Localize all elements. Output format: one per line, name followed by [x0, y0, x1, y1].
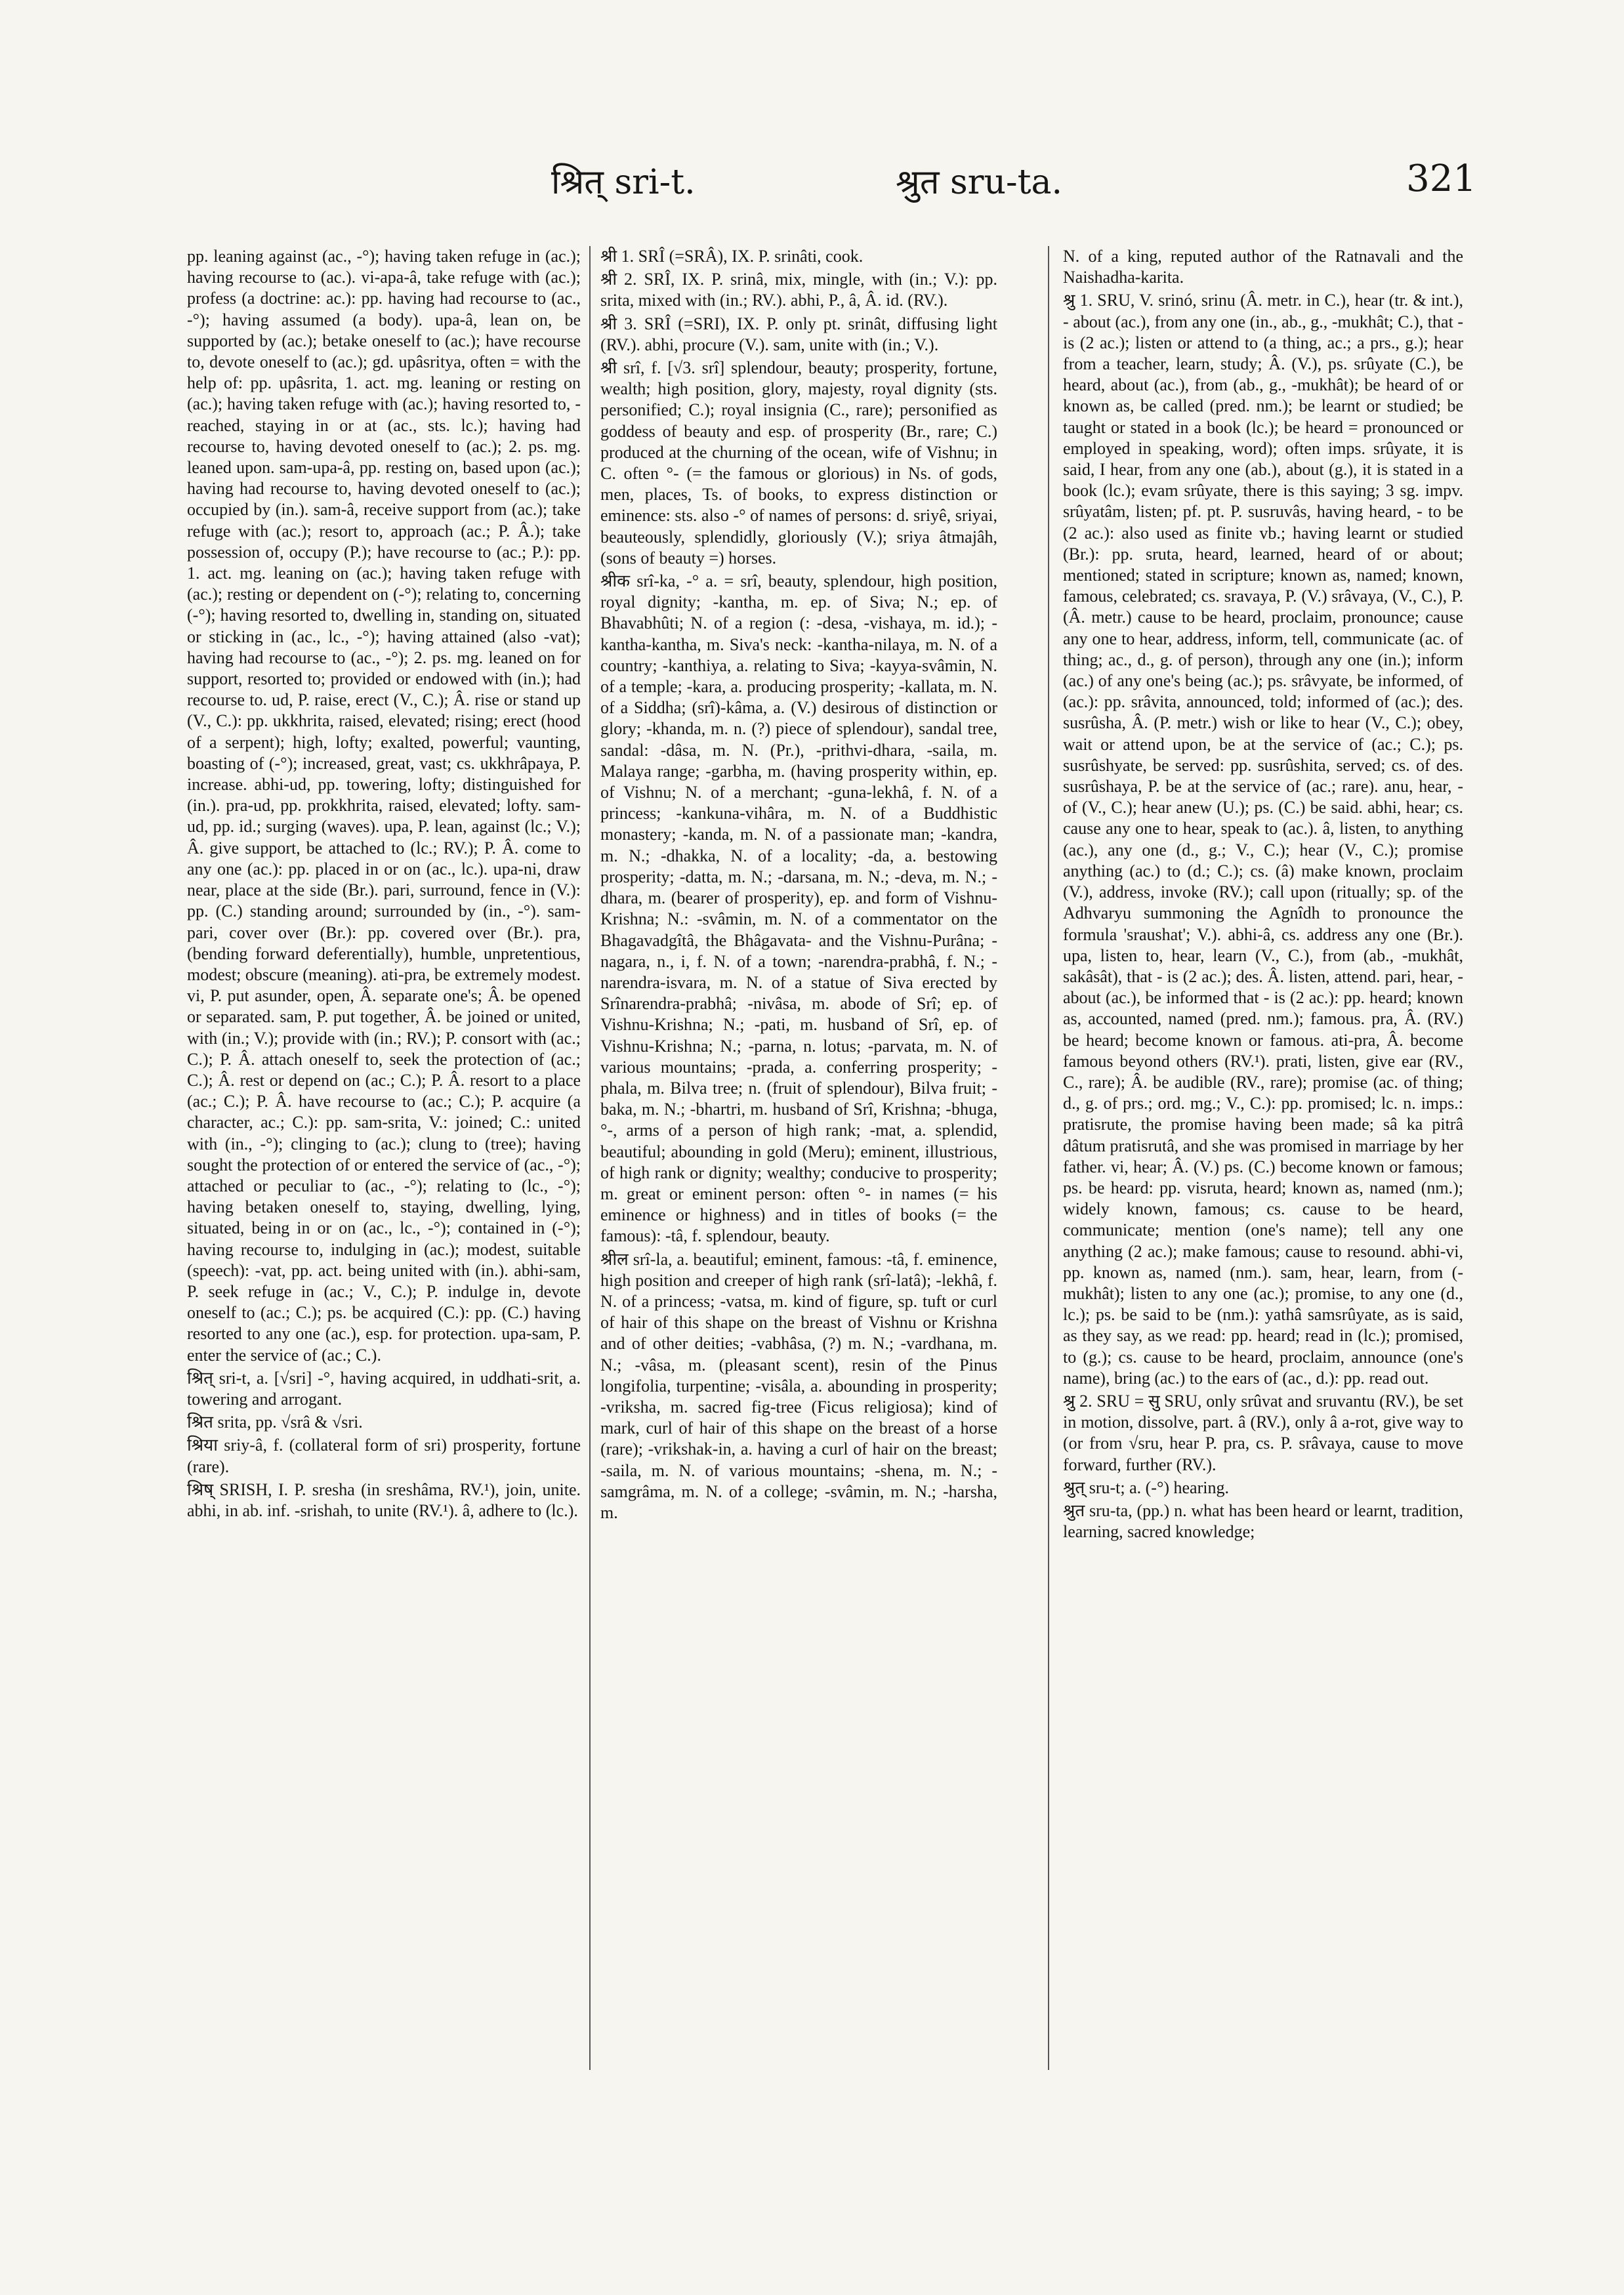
entry-text: श्रित् sri-t, a. [√sri] -°, having acquired, in uddhati-srit, a. towering and arrogant.: [187, 1368, 581, 1409]
entry-text: श्री 2. SRÎ, IX. P. srinâ, mix, mingle, with (in.; V.): pp. srita, mixed with (in.; RV.). abhi, P., â, Â. id. (RV.).: [600, 270, 997, 310]
entry-text: श्रुत् sru-t; a. (-°) hearing.: [1063, 1478, 1229, 1497]
entry-text: N. of a king, reputed author of the Ratnavali and the Naishadha-karita.: [1063, 247, 1463, 287]
entry-text: pp. leaning against (ac., -°); having taken refuge in (ac.); having recourse to (ac.). vi-apa-â, take refuge with (ac.); profess (a doctrine: ac.): pp. having had recourse to (ac., -°); having assumed (a body). upa-â, lean on, be supported by (ac.); betake oneself to (ac.); have recourse to, devote oneself to (ac.); gd. upâsritya, often = with the help of: pp. upâsrita, 1. act. mg. leaning or resting on (ac.); having taken refuge with (ac.); having resorted to, - reached, staying in or at (ac., sts. lc.); having had recourse to, having devoted oneself to (ac.); 2. ps. mg. leaned upon. sam-upa-â, pp. resting on, based upon (ac.); having had recourse to, having devoted oneself to (ac.); occupied by (in.). sam-â, receive support from (ac.); take refuge with (ac.); resort to, approach (ac.; P. Â.); take possession of, occupy (P.); have recourse to (ac.; P.): pp. 1. act. mg. leaning on (ac.); having taken refuge with (ac.); resting or dependent on (-°); relating to, concerning (-°); having resorted to, dwelling in, standing on, situated or sticking in (ac., lc., -°); having attained (also -vat); having had recourse to (ac., -°); 2. ps. mg. leaned on for support, resorted to; provided or endowed with (in.); had recourse to. ud, P. raise, erect (V., C.); Â. rise or stand up (V., C.): pp. ukkhrita, raised, elevated; rising; erect (hood of a serpent); high, lofty; exalted, powerful; vaunting, boasting of (-°); increased, great, vast; cs. ukkhrâpaya, P. increase. abhi-ud, pp. towering, lofty; distinguished for (in.). pra-ud, pp. prokkhrita, raised, elevated; lofty. sam-ud, pp. id.; surging (waves). upa, P. lean, against (lc.; V.); Â. give support, be attached to (lc.; RV.); P. Â. come to any one (ac.): pp. placed in or on (ac., lc.). upa-ni, draw near, place at the side (Br.). pari, surround, fence in (V.): pp. (C.) standing around; surrounded by (in., -°). sam-pari, cover over (Br.): pp. covered over (Br.). pra, (bending forward deferentially), humble, unpretentious, modest; obscure (meaning). ati-pra, be extremely modest. vi, P. put asunder, open, Â. separate one's; Â. be opened or separated. sam, P. put together, Â. be joined or united, with (in.; V.); provide with (in.; RV.); P. consort with (ac.; C.); P. Â. attach oneself to, seek the protection of (ac.; C.); Â. rest or depend on (ac.; C.); P. Â. resort to a place (ac.; C.); P. Â. have recourse to (ac.; C.); P. acquire (a character, ac.; C.): pp. sam-srita, V.: joined; C.: united with (in., -°); clinging to (ac.); clung to (tree); having sought the protection of or entered the service of (ac., -°); attached or peculiar to (ac., -°); relating to (lc., -°); having betaken oneself to, staying, dwelling, lying, situated, being in or on (ac., lc., -°); contained in (-°); having recourse to, indulging in (ac.); modest, suitable (speech): -vat, pp. act. being united with (in.). abhi-sam, P. seek refuge in (ac.; V., C.); P. indulge in, devote oneself to (ac.; C.); ps. be acquired (C.): pp. (C.) having resorted to any one (ac.), esp. for protection. upa-sam, P. enter the service of (ac.; C.).: [187, 247, 581, 1365]
page-number: 321: [1406, 157, 1476, 200]
entry-text: श्री 1. SRÎ (=SRÂ), IX. P. srinâti, cook.: [600, 247, 864, 266]
column-2: [600, 246, 997, 1525]
entry-text: श्रील srî-la, a. beautiful; eminent, famous: -tâ, f. eminence, high position and creeper of high rank (srî-latâ); -lekhâ, f. N. of a princess; -vatsa, m. kind of figure, sp. tuft or curl of hair of this shape on the breast of Vishnu or Krishna and of other deities; -vabhâsa, (?) m. N.; -vardhana, m. N.; -vâsa, m. (pleasant scent), resin of the Pinus longifolia, turpentine; -visâla, a. abounding in prosperity; -vriksha, m. sacred fig-tree (Ficus religiosa); kind of mark, curl of hair of this shape on the breast of a horse (rare); -vrikshak-in, a. having a curl of hair on the breast; -saila, m. N. of various mountains; -shena, m. N.; -samgrâma, m. N. of a college; -svâmin, m. N.; -harsha, m.: [600, 1249, 997, 1522]
column-1: [187, 246, 581, 1523]
entry-text: श्रु 1. SRU, V. srinó, srinu (Â. metr. in C.), hear (tr. & int.), - about (ac.), from any one (in., ab., g., -mukhât; C.), that - is (2 ac.); listen or attend to (a thing, ac.; a prs., g.); hear from a teacher, learn, study; Â. (V.), ps. srûyate (C.), be heard, about (ac.), from (ab., g., -mukhât); be heard of or known as, be called (pred. nm.); be learnt or studied; be taught or stated in a book (lc.); be heard = pronounced or employed in speaking, word); often imps. srûyate, it is said, I hear, from any one (ab.), about (g.), it is stated in a book (lc.); evam srûyate, there is this saying; 3 sg. impv. srûyatâm, listen; pf. pt. P. susruvâs, having heard, - to be (2 ac.): also used as finite vb.; having learnt or studied (Br.): pp. sruta, heard, learned, heard of or about; mentioned; stated in scripture; known as, named; known, famous, celebrated; cs. sravaya, P. (V.) srâvaya, (V., C.), P. (Â. metr.) cause to be heard, proclaim, pronounce; cause any one to hear, address, inform, tell, communicate (ac. of thing; ac., d., g. of person), through any one (in.); inform (ac.) of any one's being (ac.); ps. srâvyate, be informed, of (ac.): pp. srâvita, announced, told; informed of (ac.); des. susrûsha, Â. (P. metr.) wish or like to hear (V., C.); obey, wait or attend upon, be at the service of (ac.; C.); ps. susrûshyate, be served: pp. susrûshita, served; cs. of des. susrûshaya, P. be at the service of (ac.; rare). anu, hear, - of (V., C.); hear anew (U.); ps. (C.) be said. abhi, hear; cs. cause any one to hear, speak to (ac.). â, listen, to anything (ac.), any one (d., g.; V., C.); hear (V., C.); promise anything (ac.) to (d.; C.); cs. (â) make known, proclaim (V.), address, invoke (RV.); call upon (ritually; sp. of the Adhvaryu summoning the Agnîdh to pronounce the formula 'sraushat'; V.). abhi-â, cs. address any one (Br.). upa, listen to, hear, learn (V., C.), from (ab., -mukhât, sakâsât), that - is (2 ac.); des. Â. listen, attend. pari, hear, - about (ac.), be informed that - is (2 ac.): pp. heard; known as, accounted, named (pred. nm.); famous. pra, Â. (RV.) be heard; become known or famous. ati-pra, Â. become famous beyond others (RV.¹). prati, listen, give ear (RV., C., rare); Â. be audible (RV., rare); promise (ac. of thing; d., g. of prs.; ord. mg.; V., C.): pp. promised; lc. n. imps.: pratisrute, the promise having been made; sâ ka pitrâ dâtum pratisrutâ, and she was promised in marriage by her father. vi, hear; Â. (V.) ps. (C.) become known or famous; ps. be heard: pp. visruta, heard; known as, named (nm.); widely known, famous; cs. cause to be heard, communicate; mention (one's name); tell any one anything (2 ac.); make famous; cause to resound. abhi-vi, pp. known as, named (nm.). sam, hear, learn, from (-mukhât); listen to any one (ac.); promise, to any one (d., lc.); ps. be said to be (nm.): yathâ samsrûyate, as is said, as they say, as we read: pp. heard; read in (lc.); promised, to (g.); cs. cause to be heard, proclaim, announce (one's name), bring (ac.) to the ears of (ac., d.): pp. read out.: [1063, 291, 1463, 1388]
header-left-guideword: श्रित् sri-t.: [551, 163, 696, 202]
entry-text: श्रु 2. SRU = सु SRU, only srûvat and sruvantu (RV.), be set in motion, dissolve, part. â (RV.), only â a-rot, give way to (or from √sru, hear P. pra, cs. P. srâvaya, cause to move forward, further (RV.).: [1063, 1391, 1463, 1474]
column-divider-2: [1048, 246, 1049, 2070]
header-center-guideword: श्रुत sru-ta.: [896, 163, 1063, 202]
entry-text: श्रुत sru-ta, (pp.) n. what has been heard or learnt, tradition, learning, sacred knowledge;: [1063, 1500, 1463, 1542]
entry-text: श्री 3. SRÎ (=SRI), IX. P. only pt. srinât, diffusing light (RV.). abhi, procure (V.). sam, unite with (in.; V.).: [600, 314, 997, 354]
column-divider-1: [589, 246, 591, 2070]
page-header: [184, 157, 1476, 217]
entry-text: श्रिष् SRISH, I. P. sresha (in sreshâma, RV.¹), join, unite. abhi, in ab. inf. -srishah, to unite (RV.¹). â, adhere to (lc.).: [187, 1479, 581, 1520]
column-3: [1063, 246, 1463, 1544]
entry-text: श्रीक srî-ka, -° a. = srî, beauty, splendour, high position, royal dignity; -kantha, m. ep. of Siva; N.; ep. of Bhavabhûti; N. of a region (: -desa, -vishaya, m. id.); -kantha-kantha, m. Siva's neck: -kantha-nilaya, m. N. of a country; -kanthiya, a. relating to Siva; -kayya-svâmin, N. of a temple; -kara, a. producing prosperity; -kallata, m. N. of a Siddha; (srî)-kâma, a. (V.) desirous of distinction or glory; -khanda, m. n. (?) piece of splendour), sandal tree, sandal: -dâsa, m. N. (Pr.), -prithvi-dhara, -saila, m. Malaya range; -garbha, m. (having prosperity within, ep. of Vishnu; N. of a merchant; -guna-lekhâ, f. N. of a princess; -kankuna-vihâra, m. N. of a Buddhistic monastery; -kanda, m. N. of a passionate man; -kandra, m. N.; -dhakka, N. of a locality; -da, a. bestowing prosperity; -datta, m. N.; -darsana, m. N.; -deva, m. N.; -dhara, m. (bearer of prosperity), ep. and form of Vishnu-Krishna; N.: -svâmin, m. N. of a commentator on the Bhagavadgîtâ, the Bhâgavata- and the Vishnu-Purâna; -nagara, n., i, f. N. of a town; -narendra-prabhâ, f. N.; -narendra-isvara, m. N. of a statue of Siva erected by Srînarendra-prabhâ; -nivâsa, m. abode of Srî; ep. of Vishnu-Krishna; N.; -pati, m. husband of Srî, ep. of Vishnu-Krishna; N.; -parna, n. lotus; -parvata, m. N. of various mountains; -prada, a. conferring prosperity; -phala, m. Bilva tree; n. (fruit of splendour), Bilva fruit; -baka, m. N.; -bhartri, m. husband of Srî, Krishna; -bhuga, °-, arms of a person of high rank; -mat, a. splendid, beautiful; abounding in gold (Meru); eminent, illustrious, of high rank or dignity; wealthy; conducive to prosperity; m. great or eminent person: often °- in names (= his eminence or highness) and in titles of books (= the famous): -tâ, f. splendour, beauty.: [600, 571, 997, 1246]
entry-text: श्री srî, f. [√3. srî] splendour, beauty; prosperity, fortune, wealth; high position, glory, majesty, royal dignity (sts. personified; C.); royal insignia (C., rare); personified as goddess of beauty and esp. of prosperity (Br., rare; C.) produced at the churning of the ocean, wife of Vishnu; in C. often °- (= the famous or glorious) in Ns. of gods, men, places, Ts. of books, to express distinction or eminence: sts. also -° of names of persons: d. sriyê, sriyai, beauteously, splendidly, gloriously (V.); sriya âtmajâh, (sons of beauty =) horses.: [600, 358, 997, 568]
entry-text: श्रित srita, pp. √srâ & √sri.: [187, 1413, 363, 1432]
entry-text: श्रिया sriy-â, f. (collateral form of sri) prosperity, fortune (rare).: [187, 1436, 581, 1476]
